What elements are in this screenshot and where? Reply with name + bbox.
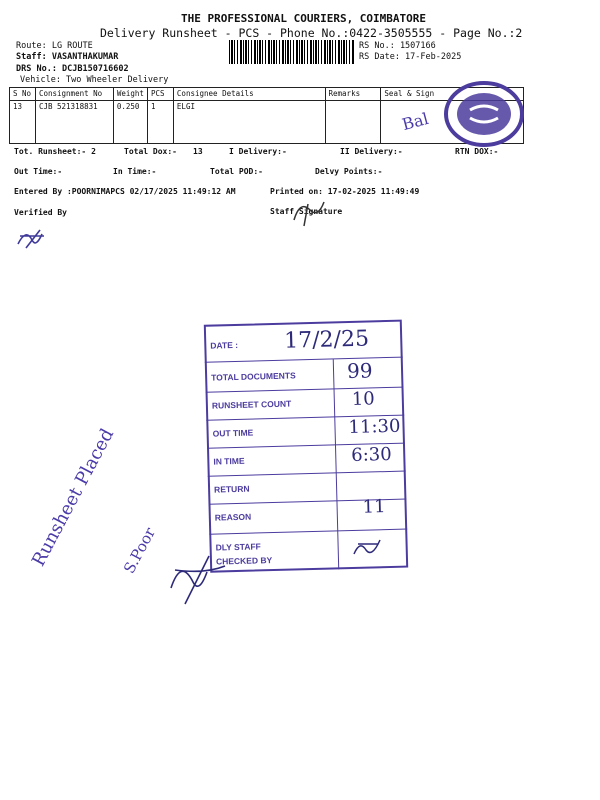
total-pod: Total POD:- [210, 167, 263, 176]
cell-consignee: ELGI [173, 101, 325, 144]
rs-date: RS Date: 17-Feb-2025 [359, 52, 462, 62]
rs-number: RS No.: 1507166 [359, 41, 436, 51]
stamp-date-value: 17/2/25 [283, 326, 370, 354]
stamp-label: RUNSHEET COUNT [211, 398, 292, 411]
stamp-label: OUT TIME [212, 427, 254, 439]
delvy-points: Delvy Points:- [315, 167, 383, 176]
runsheet-subtitle: Delivery Runsheet - PCS - Phone No.:0422-3505555 - Page No.:2 [100, 26, 523, 40]
col-header: Remarks [325, 88, 381, 101]
col-header: PCS [147, 88, 173, 101]
staff-label: Staff: VASANTHAKUMAR [16, 52, 119, 62]
cell-pcs: 1 [147, 101, 173, 144]
company-title: THE PROFESSIONAL COURIERS, COIMBATORE [181, 12, 427, 25]
checked-signature-icon [350, 536, 386, 560]
barcode [229, 40, 354, 64]
vehicle-label: Vehicle: Two Wheeler Delivery [20, 75, 169, 85]
cell-remarks [325, 101, 381, 144]
stamp-value: 11 [362, 496, 386, 518]
stamp-value: 10 [351, 388, 375, 410]
i-delivery: I Delivery:- [229, 147, 287, 156]
stamp-label: RETURN [213, 483, 250, 495]
out-time: Out Time:- [14, 167, 63, 176]
col-header: Consignment No [35, 88, 113, 101]
cell-weight: 0.250 [113, 101, 147, 144]
stamp-value: 6:30 [350, 443, 392, 466]
total-dox-label: Total Dox:- [124, 147, 177, 156]
verified-by: Verified By [14, 208, 67, 217]
ii-delivery: II Delivery:- [340, 147, 403, 156]
delivery-stamp [204, 319, 420, 572]
handwritten-note: Runsheet Placed [28, 425, 119, 570]
seal-signature: Bal [399, 108, 431, 135]
stamp-label: CHECKED BY [215, 555, 273, 567]
tot-runsheet: Tot. Runsheet:- 2 [14, 147, 96, 156]
stamp-label: DATE : [210, 339, 239, 351]
drs-number: DRS No.: DCJB150716602 [16, 64, 129, 74]
company-seal-icon [440, 80, 526, 148]
rtn-dox: RTN DOX:- [455, 147, 499, 156]
handwritten-note-2: S.Poor [120, 524, 160, 577]
in-time: In Time:- [113, 167, 157, 176]
entered-by: Entered By :POORNIMAPCS 02/17/2025 11:49:12 AM [14, 187, 236, 196]
stamp-label: TOTAL DOCUMENTS [211, 370, 296, 383]
col-header: S No [10, 88, 36, 101]
total-dox-value: 13 [193, 147, 203, 156]
stamp-label: IN TIME [213, 455, 245, 467]
verifier-signature-icon [14, 222, 60, 252]
staff-signature: Staff Signature [270, 207, 343, 216]
col-header: Seal & Sign [381, 88, 524, 101]
stamp-label: REASON [214, 511, 252, 523]
stamp-value: 99 [346, 358, 373, 384]
stamp-label: DLY STAFF [215, 541, 261, 553]
col-header: Consignee Details [173, 88, 325, 101]
stamp-value: 11:30 [348, 415, 401, 439]
cell-sno: 13 [10, 101, 36, 144]
cell-consignment: CJB 521318831 [35, 101, 113, 144]
staff-signature-icon [290, 198, 330, 228]
route-label: Route: LG ROUTE [16, 41, 93, 51]
col-header: Weight [113, 88, 147, 101]
printed-on: Printed on: 17-02-2025 11:49:49 [270, 187, 420, 196]
scribble-signature-icon [165, 548, 235, 608]
